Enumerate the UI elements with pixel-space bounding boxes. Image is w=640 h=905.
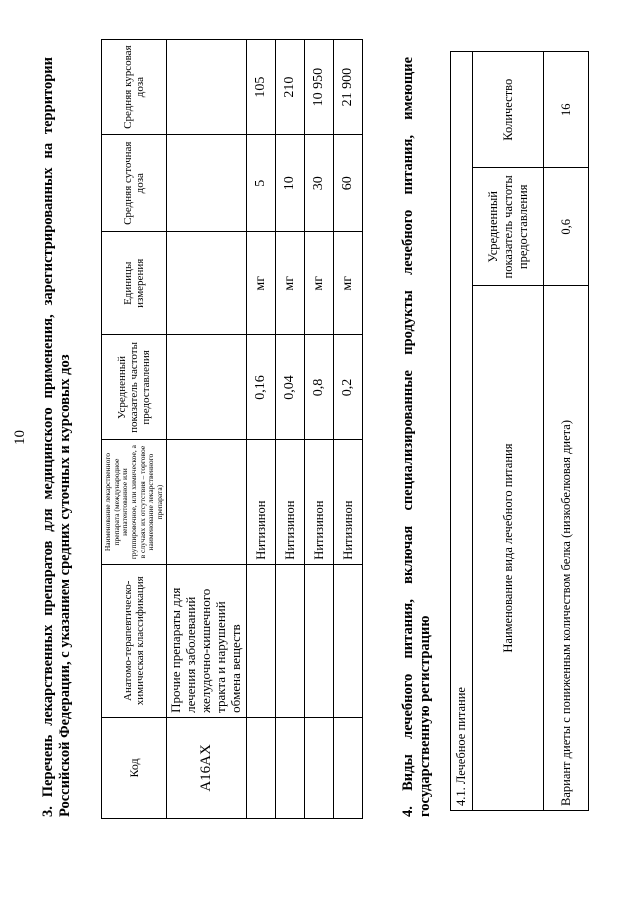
drug-name: Нитизинон bbox=[276, 440, 305, 564]
code-cell bbox=[334, 717, 363, 818]
drug-unit: мг bbox=[276, 232, 305, 335]
col-nutrition-qty-header: Количество bbox=[473, 52, 544, 168]
col-unit-header: Единицы измерения bbox=[102, 232, 167, 335]
drug-course-dose: 105 bbox=[247, 40, 276, 135]
group-empty-cell bbox=[167, 440, 247, 564]
atc-cell bbox=[276, 564, 305, 717]
drug-freq: 0,8 bbox=[305, 335, 334, 440]
drug-daily-dose: 10 bbox=[276, 135, 305, 232]
nutrition-freq: 0,6 bbox=[544, 168, 589, 286]
code-cell bbox=[276, 717, 305, 818]
nutrition-qty: 16 bbox=[544, 52, 589, 168]
atc-cell bbox=[305, 564, 334, 717]
drug-name: Нитизинон bbox=[334, 440, 363, 564]
table-row bbox=[305, 40, 334, 819]
section-4-heading: 4. Виды лечебного питания, включая специализированные продукты лечебного питания, имеющие государственную регистрацию bbox=[400, 57, 434, 817]
drug-unit: мг bbox=[247, 232, 276, 335]
table-row bbox=[276, 40, 305, 819]
drug-name: Нитизинон bbox=[247, 440, 276, 564]
drug-daily-dose: 5 bbox=[247, 135, 276, 232]
drug-course-dose: 10 950 bbox=[305, 40, 334, 135]
drug-course-dose: 210 bbox=[276, 40, 305, 135]
nutrition-subheading-row bbox=[451, 52, 473, 811]
col-atc-header: Анатомо-терапевтическо-химическая классификация bbox=[102, 564, 167, 717]
drug-freq: 0,2 bbox=[334, 335, 363, 440]
page-number: 10 bbox=[12, 430, 28, 445]
drug-freq: 0,16 bbox=[247, 335, 276, 440]
code-cell bbox=[247, 717, 276, 818]
group-empty-cell bbox=[167, 135, 247, 232]
drug-daily-dose: 30 bbox=[305, 135, 334, 232]
drug-freq: 0,04 bbox=[276, 335, 305, 440]
drug-daily-dose: 60 bbox=[334, 135, 363, 232]
drug-group-row bbox=[167, 40, 247, 819]
group-empty-cell bbox=[167, 40, 247, 135]
drug-course-dose: 21 900 bbox=[334, 40, 363, 135]
table-row bbox=[334, 40, 363, 819]
drug-table bbox=[101, 39, 363, 819]
col-freq-header: Усредненный показатель частоты предоставления bbox=[102, 335, 167, 440]
code-cell bbox=[305, 717, 334, 818]
nutrition-subheading: 4.1. Лечебное питание bbox=[451, 52, 473, 811]
nutrition-table-header bbox=[473, 52, 544, 811]
atc-cell bbox=[334, 564, 363, 717]
col-name-header: Наименование лекарственного препарата (международное непатентованное или группировочное, или химическое, а в случаях их отсутствия – торговое наименование лекарственного препарата) bbox=[102, 440, 167, 564]
group-code: A16AX bbox=[167, 717, 247, 818]
col-nutrition-name-header: Наименование вида лечебного питания bbox=[473, 286, 544, 811]
drug-unit: мг bbox=[305, 232, 334, 335]
col-daily-header: Средняя суточная доза bbox=[102, 135, 167, 232]
nutrition-name: Вариант диеты с пониженным количеством белка (низкобелковая диета) bbox=[544, 286, 589, 811]
drug-table-header bbox=[102, 40, 167, 819]
atc-cell bbox=[247, 564, 276, 717]
table-row bbox=[247, 40, 276, 819]
group-empty-cell bbox=[167, 232, 247, 335]
col-course-header: Средняя курсовая доза bbox=[102, 40, 167, 135]
drug-name: Нитизинон bbox=[305, 440, 334, 564]
nutrition-table bbox=[450, 51, 589, 811]
section-3-heading: 3. Перечень лекарственных препаратов для медицинского применения, зарегистрированных на территории Российской Федерации, с указанием средних суточных и курсовых доз bbox=[40, 57, 74, 817]
group-empty-cell bbox=[167, 335, 247, 440]
group-atc: Прочие препараты для лечения заболеваний желудочно-кишечного тракта и нарушений обмена веществ bbox=[167, 564, 247, 717]
table-row bbox=[544, 52, 589, 811]
col-code-header: Код bbox=[102, 717, 167, 818]
col-nutrition-freq-header: Усредненный показатель частоты предоставления bbox=[473, 168, 544, 286]
drug-unit: мг bbox=[334, 232, 363, 335]
